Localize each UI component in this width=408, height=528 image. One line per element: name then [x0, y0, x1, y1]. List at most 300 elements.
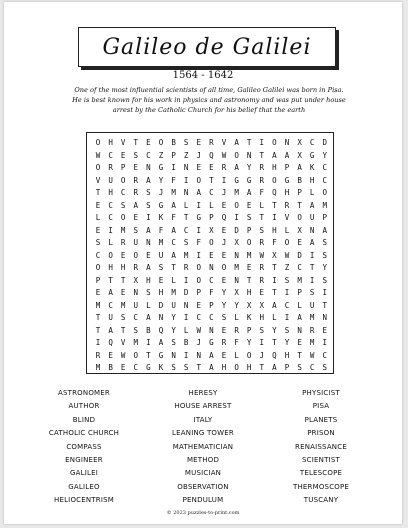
- grid-letter[interactable]: K: [246, 313, 252, 322]
- grid-letter[interactable]: P: [120, 163, 126, 172]
- grid-letter[interactable]: O: [246, 350, 252, 360]
- grid-letter[interactable]: S: [221, 313, 227, 322]
- grid-letter[interactable]: A: [234, 138, 239, 147]
- grid-letter[interactable]: G: [309, 150, 315, 160]
- grid-letter[interactable]: Y: [171, 313, 176, 322]
- grid-letter[interactable]: I: [196, 250, 202, 260]
- grid-letter[interactable]: E: [209, 163, 214, 172]
- grid-letter[interactable]: P: [209, 213, 214, 222]
- grid-letter[interactable]: T: [297, 200, 302, 210]
- grid-letter[interactable]: D: [183, 288, 189, 297]
- grid-letter[interactable]: G: [234, 175, 239, 185]
- grid-letter[interactable]: E: [221, 325, 227, 335]
- grid-letter[interactable]: X: [246, 300, 252, 310]
- grid-letter[interactable]: Y: [221, 288, 227, 297]
- grid-letter[interactable]: L: [297, 300, 302, 310]
- grid-letter[interactable]: H: [246, 288, 252, 297]
- grid-letter[interactable]: E: [120, 150, 126, 160]
- grid-letter[interactable]: A: [309, 200, 315, 210]
- grid-letter[interactable]: A: [272, 363, 277, 372]
- grid-letter[interactable]: O: [120, 213, 126, 222]
- grid-letter[interactable]: G: [284, 175, 290, 185]
- grid-letter[interactable]: E: [108, 350, 113, 360]
- grid-letter[interactable]: S: [133, 150, 139, 160]
- grid-letter[interactable]: T: [95, 313, 101, 322]
- grid-letter[interactable]: I: [259, 138, 265, 147]
- grid-letter[interactable]: X: [297, 225, 302, 235]
- grid-letter[interactable]: Y: [234, 300, 239, 310]
- grid-letter[interactable]: E: [322, 325, 328, 335]
- grid-letter[interactable]: P: [171, 150, 176, 160]
- grid-letter[interactable]: I: [272, 213, 277, 222]
- grid-letter[interactable]: C: [297, 263, 302, 272]
- grid-letter[interactable]: R: [221, 338, 227, 347]
- grid-letter[interactable]: L: [309, 188, 315, 197]
- grid-letter[interactable]: S: [171, 338, 176, 347]
- grid-letter[interactable]: E: [158, 275, 164, 285]
- grid-letter[interactable]: E: [95, 200, 101, 210]
- grid-letter[interactable]: L: [234, 313, 239, 322]
- grid-letter[interactable]: I: [196, 200, 202, 210]
- grid-letter[interactable]: N: [309, 225, 315, 235]
- grid-letter[interactable]: B: [183, 338, 189, 347]
- grid-letter[interactable]: Q: [108, 338, 113, 347]
- grid-letter[interactable]: N: [234, 275, 239, 285]
- grid-letter[interactable]: O: [209, 238, 214, 247]
- grid-letter[interactable]: O: [246, 238, 252, 247]
- grid-letter[interactable]: A: [322, 225, 328, 235]
- grid-letter[interactable]: H: [146, 275, 151, 285]
- grid-letter[interactable]: C: [209, 275, 214, 285]
- grid-letter[interactable]: S: [322, 275, 328, 285]
- grid-letter[interactable]: O: [196, 175, 202, 185]
- grid-letter[interactable]: T: [183, 213, 189, 222]
- grid-letter[interactable]: I: [146, 213, 151, 222]
- grid-letter[interactable]: S: [259, 225, 265, 235]
- grid-letter[interactable]: T: [95, 188, 101, 197]
- grid-letter[interactable]: A: [133, 200, 139, 210]
- grid-letter[interactable]: J: [221, 238, 227, 247]
- grid-letter[interactable]: S: [322, 363, 328, 372]
- grid-letter[interactable]: J: [196, 150, 202, 160]
- grid-letter[interactable]: E: [221, 275, 227, 285]
- grid-letter[interactable]: Y: [221, 300, 227, 310]
- grid-letter[interactable]: H: [259, 313, 265, 322]
- grid-letter[interactable]: O: [95, 163, 101, 172]
- grid-letter[interactable]: I: [284, 288, 290, 297]
- grid-letter[interactable]: Y: [322, 263, 328, 272]
- grid-letter[interactable]: U: [108, 175, 113, 185]
- grid-letter[interactable]: S: [133, 225, 139, 235]
- grid-letter[interactable]: E: [133, 213, 139, 222]
- grid-letter[interactable]: C: [284, 300, 290, 310]
- grid-letter[interactable]: F: [171, 213, 176, 222]
- grid-letter[interactable]: A: [246, 188, 252, 197]
- grid-letter[interactable]: Y: [246, 163, 252, 172]
- grid-letter[interactable]: M: [133, 338, 139, 347]
- grid-letter[interactable]: O: [322, 188, 328, 197]
- grid-letter[interactable]: T: [108, 275, 113, 285]
- grid-letter[interactable]: L: [209, 200, 214, 210]
- grid-letter[interactable]: U: [133, 238, 139, 247]
- grid-letter[interactable]: A: [196, 188, 202, 197]
- grid-letter[interactable]: N: [322, 313, 328, 322]
- grid-letter[interactable]: X: [297, 138, 302, 147]
- grid-letter[interactable]: P: [246, 225, 252, 235]
- grid-letter[interactable]: N: [209, 263, 214, 272]
- grid-letter[interactable]: W: [259, 250, 265, 260]
- grid-letter[interactable]: E: [120, 250, 126, 260]
- grid-letter[interactable]: T: [272, 263, 277, 272]
- grid-letter[interactable]: E: [297, 338, 302, 347]
- grid-letter[interactable]: I: [196, 225, 202, 235]
- grid-letter[interactable]: A: [297, 313, 302, 322]
- grid-letter[interactable]: M: [309, 338, 315, 347]
- grid-letter[interactable]: A: [146, 263, 151, 272]
- grid-letter[interactable]: N: [183, 163, 189, 172]
- grid-letter[interactable]: Y: [171, 325, 176, 335]
- grid-letter[interactable]: L: [183, 200, 189, 210]
- grid-letter[interactable]: C: [196, 313, 202, 322]
- grid-letter[interactable]: M: [120, 225, 126, 235]
- grid-letter[interactable]: J: [158, 188, 164, 197]
- grid-letter[interactable]: N: [146, 163, 151, 172]
- grid-letter[interactable]: D: [322, 138, 328, 147]
- grid-letter[interactable]: R: [120, 238, 126, 247]
- grid-letter[interactable]: D: [297, 250, 302, 260]
- grid-letter[interactable]: I: [108, 225, 113, 235]
- grid-letter[interactable]: E: [209, 250, 214, 260]
- grid-letter[interactable]: S: [171, 363, 176, 372]
- grid-letter[interactable]: P: [196, 288, 202, 297]
- grid-letter[interactable]: G: [158, 350, 164, 360]
- grid-letter[interactable]: H: [108, 263, 113, 272]
- grid-letter[interactable]: M: [171, 288, 176, 297]
- grid-letter[interactable]: N: [158, 313, 164, 322]
- grid-letter[interactable]: E: [221, 200, 227, 210]
- grid-letter[interactable]: R: [95, 350, 101, 360]
- grid-letter[interactable]: W: [309, 350, 315, 360]
- grid-letter[interactable]: Z: [183, 150, 189, 160]
- grid-letter[interactable]: T: [146, 350, 151, 360]
- grid-letter[interactable]: C: [322, 163, 328, 172]
- grid-letter[interactable]: T: [95, 325, 101, 335]
- grid-letter[interactable]: T: [209, 175, 214, 185]
- grid-letter[interactable]: W: [196, 325, 202, 335]
- grid-letter[interactable]: M: [234, 263, 239, 272]
- grid-letter[interactable]: R: [108, 163, 113, 172]
- grid-letter[interactable]: S: [322, 238, 328, 247]
- grid-letter[interactable]: O: [95, 263, 101, 272]
- grid-letter[interactable]: I: [309, 250, 315, 260]
- grid-letter[interactable]: I: [183, 350, 189, 360]
- grid-letter[interactable]: Z: [284, 263, 290, 272]
- grid-letter[interactable]: T: [171, 263, 176, 272]
- grid-letter[interactable]: M: [246, 250, 252, 260]
- grid-letter[interactable]: C: [209, 188, 214, 197]
- grid-letter[interactable]: E: [259, 288, 265, 297]
- grid-letter[interactable]: O: [196, 263, 202, 272]
- grid-letter[interactable]: S: [146, 288, 151, 297]
- grid-letter[interactable]: Q: [158, 325, 164, 335]
- grid-letter[interactable]: T: [272, 288, 277, 297]
- grid-letter[interactable]: M: [95, 300, 101, 310]
- grid-letter[interactable]: C: [183, 225, 189, 235]
- grid-letter[interactable]: X: [259, 300, 265, 310]
- grid-letter[interactable]: M: [297, 275, 302, 285]
- grid-letter[interactable]: A: [171, 225, 176, 235]
- grid-letter[interactable]: M: [95, 363, 101, 372]
- grid-letter[interactable]: C: [209, 313, 214, 322]
- grid-letter[interactable]: X: [234, 288, 239, 297]
- grid-letter[interactable]: A: [108, 288, 113, 297]
- grid-letter[interactable]: L: [259, 200, 265, 210]
- grid-letter[interactable]: E: [146, 138, 151, 147]
- grid-letter[interactable]: S: [146, 188, 151, 197]
- grid-letter[interactable]: C: [309, 363, 315, 372]
- grid-letter[interactable]: L: [95, 213, 101, 222]
- grid-letter[interactable]: R: [221, 163, 227, 172]
- grid-letter[interactable]: I: [234, 213, 239, 222]
- grid-letter[interactable]: L: [284, 225, 290, 235]
- grid-letter[interactable]: M: [158, 238, 164, 247]
- grid-letter[interactable]: A: [171, 200, 176, 210]
- grid-letter[interactable]: O: [158, 138, 164, 147]
- grid-letter[interactable]: I: [183, 275, 189, 285]
- grid-letter[interactable]: F: [234, 338, 239, 347]
- grid-letter[interactable]: P: [284, 363, 290, 372]
- grid-letter[interactable]: N: [196, 350, 202, 360]
- grid-letter[interactable]: F: [171, 175, 176, 185]
- grid-letter[interactable]: A: [146, 175, 151, 185]
- grid-letter[interactable]: T: [272, 200, 277, 210]
- grid-letter[interactable]: C: [133, 313, 139, 322]
- grid-letter[interactable]: T: [297, 350, 302, 360]
- grid-letter[interactable]: J: [196, 338, 202, 347]
- grid-letter[interactable]: A: [309, 238, 315, 247]
- grid-letter[interactable]: H: [120, 263, 126, 272]
- grid-letter[interactable]: C: [108, 150, 113, 160]
- grid-letter[interactable]: Y: [322, 150, 328, 160]
- grid-letter[interactable]: Q: [272, 350, 277, 360]
- grid-letter[interactable]: T: [259, 213, 265, 222]
- grid-letter[interactable]: D: [234, 225, 239, 235]
- grid-letter[interactable]: S: [183, 138, 189, 147]
- grid-letter[interactable]: O: [234, 200, 239, 210]
- grid-letter[interactable]: R: [133, 175, 139, 185]
- grid-letter[interactable]: S: [158, 263, 164, 272]
- grid-letter[interactable]: O: [284, 238, 290, 247]
- grid-letter[interactable]: U: [309, 300, 315, 310]
- grid-letter[interactable]: E: [133, 163, 139, 172]
- grid-letter[interactable]: T: [120, 275, 126, 285]
- grid-letter[interactable]: O: [95, 138, 101, 147]
- grid-letter[interactable]: R: [259, 238, 265, 247]
- grid-letter[interactable]: E: [196, 163, 202, 172]
- grid-letter[interactable]: T: [272, 338, 277, 347]
- grid-letter[interactable]: G: [246, 175, 252, 185]
- grid-letter[interactable]: C: [133, 363, 139, 372]
- grid-letter[interactable]: X: [234, 238, 239, 247]
- grid-letter[interactable]: H: [272, 225, 277, 235]
- grid-letter[interactable]: S: [133, 325, 139, 335]
- grid-letter[interactable]: I: [221, 175, 227, 185]
- grid-letter[interactable]: T: [309, 263, 315, 272]
- grid-letter[interactable]: I: [95, 338, 101, 347]
- grid-letter[interactable]: I: [259, 338, 265, 347]
- grid-letter[interactable]: S: [95, 238, 101, 247]
- grid-letter[interactable]: G: [209, 338, 214, 347]
- grid-letter[interactable]: A: [158, 338, 164, 347]
- grid-letter[interactable]: R: [259, 163, 265, 172]
- grid-letter[interactable]: T: [196, 363, 202, 372]
- grid-letter[interactable]: O: [133, 350, 139, 360]
- grid-letter[interactable]: I: [183, 313, 189, 322]
- grid-letter[interactable]: I: [284, 313, 290, 322]
- grid-letter[interactable]: T: [246, 138, 252, 147]
- grid-letter[interactable]: X: [272, 250, 277, 260]
- grid-letter[interactable]: S: [322, 250, 328, 260]
- grid-letter[interactable]: Q: [272, 188, 277, 197]
- grid-letter[interactable]: Z: [158, 150, 164, 160]
- grid-letter[interactable]: O: [133, 250, 139, 260]
- grid-letter[interactable]: C: [108, 300, 113, 310]
- grid-letter[interactable]: O: [234, 150, 239, 160]
- grid-letter[interactable]: I: [322, 338, 328, 347]
- grid-letter[interactable]: N: [297, 325, 302, 335]
- grid-letter[interactable]: B: [171, 138, 176, 147]
- grid-letter[interactable]: Y: [272, 325, 277, 335]
- grid-letter[interactable]: U: [309, 213, 315, 222]
- grid-letter[interactable]: G: [146, 363, 151, 372]
- grid-letter[interactable]: H: [108, 188, 113, 197]
- grid-letter[interactable]: I: [171, 163, 176, 172]
- grid-letter[interactable]: F: [209, 288, 214, 297]
- grid-letter[interactable]: I: [309, 275, 315, 285]
- grid-letter[interactable]: S: [259, 325, 265, 335]
- grid-letter[interactable]: O: [221, 263, 227, 272]
- grid-letter[interactable]: H: [284, 350, 290, 360]
- grid-letter[interactable]: B: [297, 175, 302, 185]
- grid-letter[interactable]: M: [120, 300, 126, 310]
- grid-letter[interactable]: C: [146, 150, 151, 160]
- grid-letter[interactable]: K: [309, 163, 315, 172]
- grid-letter[interactable]: G: [196, 213, 202, 222]
- grid-letter[interactable]: R: [259, 175, 265, 185]
- grid-letter[interactable]: B: [108, 363, 113, 372]
- grid-letter[interactable]: C: [322, 350, 328, 360]
- grid-letter[interactable]: C: [108, 213, 113, 222]
- grid-letter[interactable]: E: [246, 263, 252, 272]
- grid-letter[interactable]: W: [284, 250, 290, 260]
- grid-letter[interactable]: T: [120, 325, 126, 335]
- grid-letter[interactable]: Y: [158, 175, 164, 185]
- grid-letter[interactable]: R: [259, 275, 265, 285]
- grid-letter[interactable]: A: [272, 150, 277, 160]
- grid-letter[interactable]: N: [284, 138, 290, 147]
- grid-letter[interactable]: T: [246, 275, 252, 285]
- grid-letter[interactable]: T: [322, 300, 328, 310]
- grid-letter[interactable]: D: [158, 300, 164, 310]
- grid-letter[interactable]: E: [120, 363, 126, 372]
- grid-letter[interactable]: Y: [284, 338, 290, 347]
- grid-letter[interactable]: C: [171, 238, 176, 247]
- grid-letter[interactable]: E: [221, 225, 227, 235]
- grid-letter[interactable]: G: [158, 163, 164, 172]
- grid-letter[interactable]: H: [272, 163, 277, 172]
- grid-letter[interactable]: T: [133, 138, 139, 147]
- grid-letter[interactable]: L: [234, 350, 239, 360]
- grid-letter[interactable]: N: [234, 250, 239, 260]
- grid-letter[interactable]: E: [297, 238, 302, 247]
- grid-letter[interactable]: N: [246, 150, 252, 160]
- grid-letter[interactable]: H: [221, 363, 227, 372]
- grid-letter[interactable]: M: [309, 313, 315, 322]
- grid-letter[interactable]: K: [158, 213, 164, 222]
- grid-letter[interactable]: O: [196, 275, 202, 285]
- grid-letter[interactable]: V: [284, 213, 290, 222]
- grid-letter[interactable]: A: [297, 163, 302, 172]
- grid-letter[interactable]: J: [221, 188, 227, 197]
- grid-letter[interactable]: A: [146, 225, 151, 235]
- grid-letter[interactable]: C: [120, 188, 126, 197]
- grid-letter[interactable]: R: [133, 188, 139, 197]
- grid-letter[interactable]: O: [234, 363, 239, 372]
- grid-letter[interactable]: A: [108, 325, 113, 335]
- grid-letter[interactable]: S: [183, 238, 189, 247]
- grid-letter[interactable]: V: [95, 175, 101, 185]
- grid-letter[interactable]: M: [234, 188, 239, 197]
- grid-letter[interactable]: I: [146, 338, 151, 347]
- grid-letter[interactable]: R: [309, 325, 315, 335]
- grid-letter[interactable]: C: [108, 200, 113, 210]
- grid-letter[interactable]: S: [120, 200, 126, 210]
- grid-letter[interactable]: O: [108, 250, 113, 260]
- grid-letter[interactable]: R: [284, 200, 290, 210]
- grid-letter[interactable]: U: [108, 313, 113, 322]
- grid-letter[interactable]: R: [133, 263, 139, 272]
- grid-letter[interactable]: L: [146, 300, 151, 310]
- grid-letter[interactable]: X: [209, 225, 214, 235]
- grid-letter[interactable]: F: [259, 188, 265, 197]
- grid-letter[interactable]: R: [259, 263, 265, 272]
- grid-letter[interactable]: E: [196, 300, 202, 310]
- grid-letter[interactable]: P: [322, 213, 328, 222]
- grid-letter[interactable]: F: [272, 238, 277, 247]
- grid-letter[interactable]: N: [133, 288, 139, 297]
- grid-letter[interactable]: E: [120, 288, 126, 297]
- grid-letter[interactable]: S: [309, 288, 315, 297]
- grid-letter[interactable]: E: [246, 200, 252, 210]
- grid-letter[interactable]: W: [95, 150, 101, 160]
- grid-letter[interactable]: M: [322, 200, 328, 210]
- grid-letter[interactable]: W: [221, 150, 227, 160]
- grid-letter[interactable]: A: [171, 250, 176, 260]
- grid-letter[interactable]: M: [171, 188, 176, 197]
- grid-letter[interactable]: K: [158, 363, 164, 372]
- grid-letter[interactable]: P: [95, 275, 101, 285]
- grid-letter[interactable]: S: [284, 275, 290, 285]
- grid-letter[interactable]: H: [284, 188, 290, 197]
- grid-letter[interactable]: U: [133, 300, 139, 310]
- grid-letter[interactable]: S: [183, 363, 189, 372]
- grid-letter[interactable]: G: [158, 200, 164, 210]
- grid-letter[interactable]: S: [146, 200, 151, 210]
- grid-letter[interactable]: A: [146, 313, 151, 322]
- grid-letter[interactable]: C: [95, 250, 101, 260]
- grid-letter[interactable]: R: [183, 263, 189, 272]
- grid-letter[interactable]: E: [196, 138, 202, 147]
